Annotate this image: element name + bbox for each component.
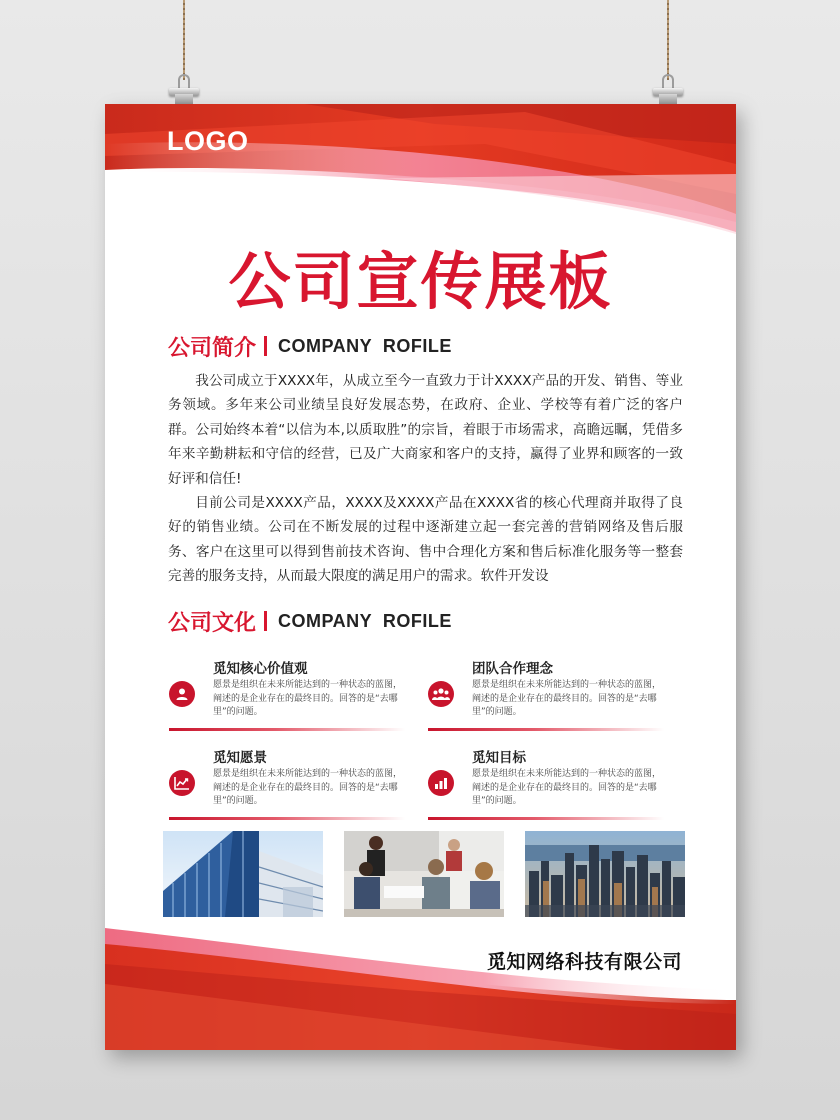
hanging-string-left <box>183 0 185 80</box>
office-building-photo <box>163 831 323 917</box>
culture-heading-cn: 公司文化 <box>168 610 257 636</box>
growth-chart-icon <box>169 770 195 796</box>
culture-card-vision <box>169 746 403 826</box>
team-meeting-photo <box>344 831 504 917</box>
heading-divider <box>264 336 267 356</box>
logo-text: LOGO <box>167 126 249 156</box>
card-underline <box>169 728 405 731</box>
card-underline <box>428 817 664 820</box>
page-title: 公司宣传展板 <box>228 245 613 318</box>
card-underline <box>428 728 664 731</box>
footer-red-decoration <box>105 924 736 1050</box>
binder-clip-left <box>169 74 199 108</box>
card-description: 愿景是组织在未来所能达到的一种状态的蓝图，阐述的是企业存在的最终目的。回答的是“去哪里”的问题。 <box>472 769 662 807</box>
profile-paragraph-1: 我公司成立于XXXX年，从成立至今一直致力于计XXXX产品的开发、销售、等业务领域。多年来公司业绩呈良好发展态势，在政府、企业、学校等有着广泛的客户群。公司始终本着“以信为本,以质取胜”的宗旨，着眼于市场需求，高瞻远瞩，凭借多年来辛勤耕耘和守信的经营，已及广大商家和客户的支持，赢得了业界和顾客的一致好评和信任! <box>168 373 683 487</box>
culture-card-teamwork <box>428 657 662 737</box>
team-icon <box>428 681 454 707</box>
profile-heading <box>168 328 452 364</box>
card-description: 愿景是组织在未来所能达到的一种状态的蓝图，阐述的是企业存在的最终目的。回答的是“去哪里”的问题。 <box>472 680 662 718</box>
bar-chart-icon <box>428 770 454 796</box>
profile-heading-en: COMPANY ROFILE <box>278 335 452 356</box>
culture-card-values <box>169 657 403 737</box>
card-title: 觅知目标 <box>472 750 526 766</box>
company-name: 觅知网络科技有限公司 <box>486 951 682 973</box>
profile-text <box>168 369 683 589</box>
card-description: 愿景是组织在未来所能达到的一种状态的蓝图，阐述的是企业存在的最终目的。回答的是“去哪里”的问题。 <box>213 680 403 718</box>
card-title: 觅知核心价值观 <box>213 661 308 677</box>
card-title: 觅知愿景 <box>213 750 267 766</box>
city-skyline-photo <box>525 831 685 917</box>
person-icon <box>169 681 195 707</box>
culture-card-goal <box>428 746 662 826</box>
culture-heading <box>168 603 452 639</box>
heading-divider <box>264 611 267 631</box>
culture-heading-en: COMPANY ROFILE <box>278 610 452 631</box>
card-description: 愿景是组织在未来所能达到的一种状态的蓝图，阐述的是企业存在的最终目的。回答的是“去哪里”的问题。 <box>213 769 403 807</box>
profile-heading-cn: 公司简介 <box>168 335 257 361</box>
card-underline <box>169 817 405 820</box>
card-title: 团队合作理念 <box>472 661 553 677</box>
binder-clip-right <box>653 74 683 108</box>
profile-paragraph-2: 目前公司是XXXX产品，XXXX及XXXX产品在XXXX省的核心代理商并取得了良好的销售业绩。公司在不断发展的过程中逐渐建立起一套完善的营销网络及售后服务、客户在这里可以得到售前技术咨询、售中合理化方案和售后标准化服务等一整套完善的服务支持，从而最大限度的满足用户的需求。软件开发设 <box>168 495 683 585</box>
hanging-string-right <box>667 0 669 80</box>
promo-poster <box>105 104 736 1050</box>
